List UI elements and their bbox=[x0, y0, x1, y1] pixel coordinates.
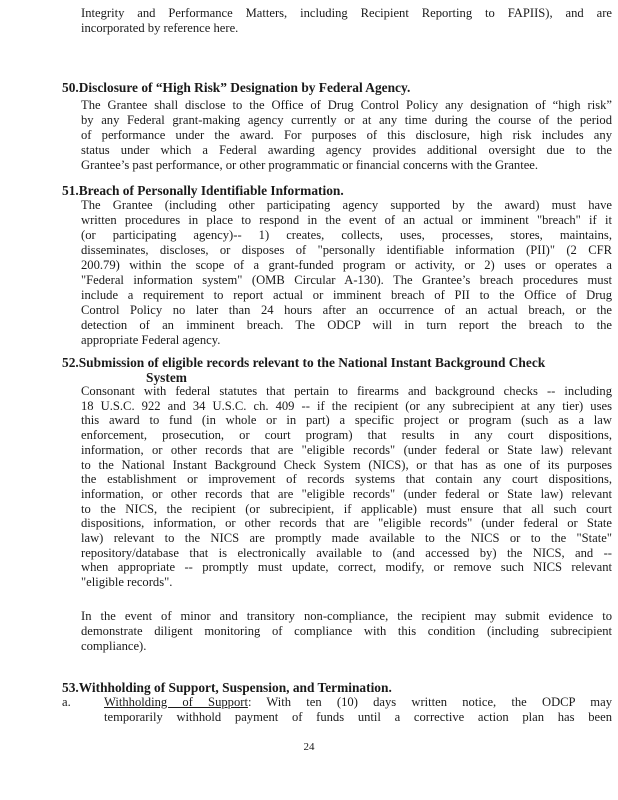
paragraph-line: incorporated by reference here. bbox=[81, 21, 239, 35]
item-a-marker: a. bbox=[62, 695, 71, 709]
item-a-title: Withholding of Support bbox=[104, 695, 248, 709]
paragraph-line: dispositions, information, or other records that are "eligible records" (under federal or State bbox=[81, 516, 612, 530]
paragraph-line: to the NICS, the recipient (or subrecipient, if applicable) must ensure that all such court bbox=[81, 502, 612, 516]
paragraph-line: by any Federal grant-making agency currently or at any time during the course of the period bbox=[81, 113, 612, 127]
paragraph-line: the establishment or improvement of records systems that contain any court dispositions, bbox=[81, 472, 612, 486]
paragraph-line: Grantee’s past performance, or other programmatic or financial concerns with the Grantee. bbox=[81, 158, 539, 172]
paragraph-line: written procedures in place to respond in the event of an actual or imminent "breach" if it bbox=[81, 213, 612, 227]
paragraph-line: compliance). bbox=[81, 639, 147, 653]
paragraph-line: appropriate Federal agency. bbox=[81, 333, 221, 347]
paragraph-line: Integrity and Performance Matters, including Recipient Reporting to FAPIIS), and are bbox=[81, 6, 612, 20]
paragraph-line: Control Policy no later than 24 hours after an occurrence of an actual breach, or the bbox=[81, 303, 612, 317]
paragraph-line: 200.79) within the scope of a grant-funded program or activity, or 2) uses or operates a bbox=[81, 258, 612, 272]
paragraph-line: of performance under the award. For purposes of this disclosure, high risk includes any bbox=[81, 128, 612, 142]
paragraph-line: (or participating agency)-- 1) creates, collects, uses, processes, stores, maintains, bbox=[81, 228, 612, 242]
paragraph-line: "Federal information system" (OMB Circular A-130). The Grantee’s breach procedures must bbox=[81, 273, 612, 287]
paragraph-line: this award to fund (in whole or in part) a specific project or program (such as a law bbox=[81, 413, 612, 427]
paragraph-line: 18 U.S.C. 922 and 34 U.S.C. ch. 409 -- if the recipient (or any subrecipient at any tier) uses bbox=[81, 399, 612, 413]
section-50-heading: 50.Disclosure of “High Risk” Designation by Federal Agency. bbox=[62, 80, 411, 95]
page-number: 24 bbox=[303, 741, 315, 753]
paragraph-line: to the National Instant Background Check System (NICS), or that has as one of its purposes bbox=[81, 458, 612, 472]
item-a-line-2: temporarily withhold payment of funds until a corrective action plan has been bbox=[104, 710, 612, 724]
paragraph-line: The Grantee shall disclose to the Office of Drug Control Policy any designation of “high risk” bbox=[81, 98, 612, 112]
paragraph-line: detection of an imminent breach. The ODCP will in turn report the breach to the bbox=[81, 318, 612, 332]
section-51-heading: 51.Breach of Personally Identifiable Information. bbox=[62, 183, 344, 198]
section-52-heading-cont: System bbox=[146, 370, 187, 385]
section-52-heading: 52.Submission of eligible records relevant to the National Instant Background Check bbox=[62, 355, 546, 370]
paragraph-line: status under which a Federal awarding agency provides additional oversight due to the bbox=[81, 143, 612, 157]
paragraph-line: law) relevant to the NICS are promptly made available to the NICS or to the "State" bbox=[81, 531, 612, 545]
paragraph-line: The Grantee (including other participating agency supported by the award) must have bbox=[81, 198, 612, 212]
paragraph-line: "eligible records". bbox=[81, 575, 173, 589]
paragraph-line: In the event of minor and transitory non-compliance, the recipient may submit evidence to bbox=[81, 609, 612, 623]
paragraph-line: demonstrate diligent monitoring of compliance with this condition (including subrecipient bbox=[81, 624, 612, 638]
item-a-line-1 bbox=[104, 695, 612, 710]
paragraph-line: information, or other records that are "eligible records" (under federal or State law) relevant bbox=[81, 487, 612, 501]
section-53-heading: 53.Withholding of Support, Suspension, and Termination. bbox=[62, 680, 392, 695]
paragraph-line: enforcement, prosecution, or court program) that results in any court dispositions, bbox=[81, 428, 612, 442]
paragraph-line: information, or other records that are "eligible records" (under federal or State law) relevant bbox=[81, 443, 612, 457]
paragraph-line: disseminates, discloses, or disposes of "personally identifiable information (PII)" (2 CFR bbox=[81, 243, 612, 257]
item-a-text: : With ten (10) days written notice, the ODCP may bbox=[247, 695, 612, 709]
paragraph-line: include a requirement to report actual or imminent breach of PII to the Office of Drug bbox=[81, 288, 612, 302]
paragraph-line: when appropriate -- promptly must update, correct, modify, or remove such NICS relevant bbox=[81, 560, 612, 574]
paragraph-line: repository/database that is electronically available to (and accessed by) the NICS, and -- bbox=[81, 546, 612, 560]
paragraph-line: Consonant with federal statutes that pertain to firearms and background checks -- including bbox=[81, 384, 612, 398]
